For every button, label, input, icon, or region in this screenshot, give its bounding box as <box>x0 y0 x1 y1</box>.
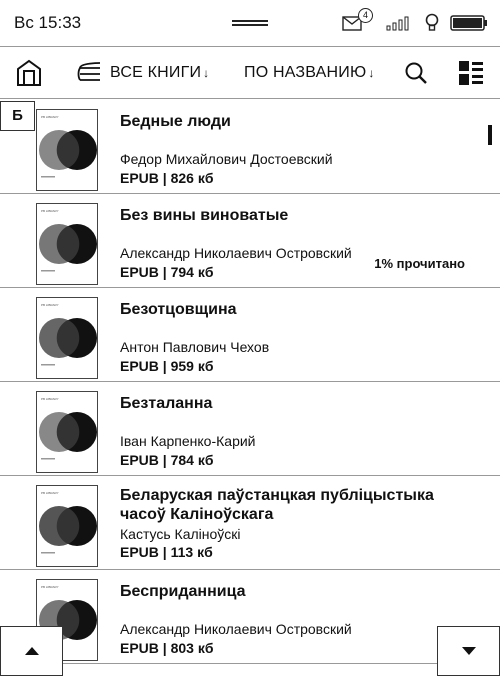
book-cover <box>36 485 98 567</box>
library-toolbar <box>0 48 500 98</box>
filter-label: ВСЕ КНИГИ <box>110 64 202 81</box>
filter-dropdown[interactable] <box>77 48 209 98</box>
sort-label: ПО НАЗВАНИЮ <box>244 64 367 81</box>
book-cover <box>36 391 98 473</box>
book-author: Кастусь Каліноўскі <box>120 526 241 542</box>
search-icon <box>404 61 428 85</box>
page-up-button[interactable] <box>0 626 63 676</box>
clock: Вс 15:33 <box>14 13 82 32</box>
svg-text:PB LIBRARY: PB LIBRARY <box>41 303 59 307</box>
svg-text:PB LIBRARY: PB LIBRARY <box>41 397 59 401</box>
book-format-size: EPUB | 794 кб <box>120 264 214 280</box>
svg-text:PB LIBRARY: PB LIBRARY <box>41 491 59 495</box>
book-title: Бедные люди <box>120 113 231 130</box>
battery-icon <box>450 15 488 31</box>
cover-art <box>37 392 97 472</box>
book-row[interactable] <box>0 194 500 288</box>
frontlight-icon[interactable] <box>425 13 439 33</box>
book-format-size: EPUB | 113 кб <box>120 544 213 560</box>
view-mode-icon <box>458 60 484 86</box>
book-title: Безталанна <box>120 395 213 412</box>
view-mode-button[interactable] <box>458 48 484 98</box>
book-title: Без вины виноватые <box>120 207 289 224</box>
letter-index[interactable]: Б <box>0 101 35 131</box>
book-author: Александр Николаевич Островский <box>120 621 352 637</box>
search-button[interactable] <box>404 48 428 98</box>
book-title: Безотцовщина <box>120 301 237 318</box>
triangle-down-icon <box>462 647 476 655</box>
book-format-size: EPUB | 803 кб <box>120 640 214 656</box>
sort-arrow: ↓ <box>368 66 375 80</box>
book-author: Александр Николаевич Островский <box>120 245 352 261</box>
book-author: Антон Павлович Чехов <box>120 339 270 355</box>
book-title: Бесприданница <box>120 583 246 600</box>
sort-dropdown[interactable] <box>244 48 374 98</box>
book-title: Беларуская паўстанцкая публіцыстыка часоў Каліноўскага <box>120 487 434 523</box>
home-icon <box>16 59 42 87</box>
mail-count-badge: 4 <box>358 8 373 23</box>
book-format-size: EPUB | 826 кб <box>120 170 214 186</box>
reading-progress: 1% прочитано <box>374 256 465 271</box>
book-row[interactable] <box>0 100 500 194</box>
book-row[interactable] <box>0 288 500 382</box>
book-cover <box>36 297 98 379</box>
cover-art <box>37 110 97 190</box>
book-row[interactable] <box>0 382 500 476</box>
book-format-size: EPUB | 959 кб <box>120 358 214 374</box>
book-format-size: EPUB | 784 кб <box>120 452 214 468</box>
cover-art <box>37 486 97 566</box>
scroll-indicator <box>488 125 492 145</box>
row-divider <box>0 663 500 664</box>
svg-text:PB LIBRARY: PB LIBRARY <box>41 115 59 119</box>
home-button[interactable] <box>16 48 42 98</box>
page-down-button[interactable] <box>437 626 500 676</box>
book-cover <box>36 109 98 191</box>
toolbar-divider <box>0 98 500 99</box>
svg-text:PB LIBRARY: PB LIBRARY <box>41 585 59 589</box>
wifi-signal-icon <box>386 15 414 31</box>
svg-text:PB LIBRARY: PB LIBRARY <box>41 209 59 213</box>
stack-icon <box>77 60 103 86</box>
status-divider <box>0 46 500 47</box>
book-author: Федор Михайлович Достоевский <box>120 151 333 167</box>
cover-art <box>37 204 97 284</box>
drag-handle[interactable] <box>232 20 268 26</box>
triangle-up-icon <box>25 647 39 655</box>
book-row[interactable] <box>0 476 500 570</box>
cover-art <box>37 298 97 378</box>
book-row[interactable] <box>0 570 500 664</box>
filter-arrow: ↓ <box>203 66 210 80</box>
book-cover <box>36 203 98 285</box>
book-author: Іван Карпенко-Карий <box>120 433 256 449</box>
status-bar <box>0 0 500 46</box>
